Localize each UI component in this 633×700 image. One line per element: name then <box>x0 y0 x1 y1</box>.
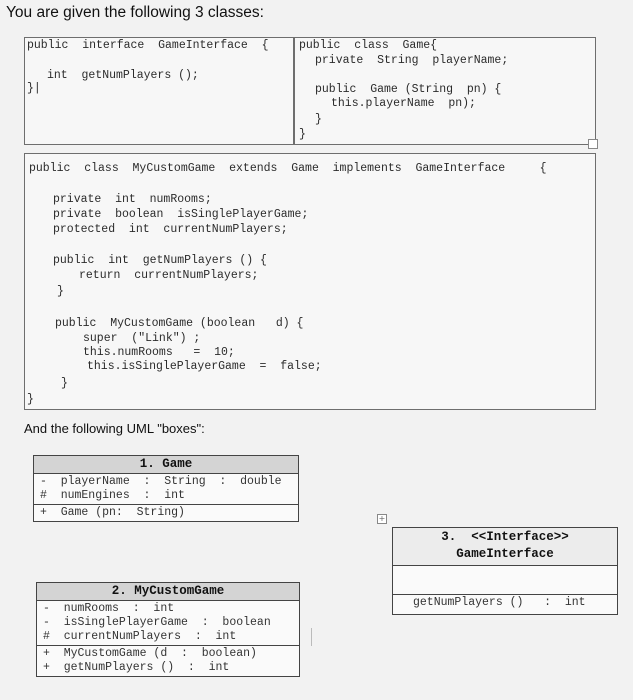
uml-method: getNumPlayers () : int <box>413 596 586 609</box>
code-line: } <box>315 113 322 126</box>
uml-attribute: - numRooms : int <box>43 602 175 615</box>
uml-method: + MyCustomGame (d : boolean) <box>43 647 257 660</box>
code-line: public Game (String pn) { <box>315 83 502 96</box>
uml-game-box <box>33 455 299 522</box>
code-line: this.isSinglePlayerGame = false; <box>87 360 322 373</box>
uml-stereotype: 3. <<Interface>> <box>441 530 569 544</box>
page-heading: You are given the following 3 classes: <box>6 4 264 21</box>
code-line: }| <box>27 82 41 95</box>
uml-attributes <box>34 474 298 505</box>
uml-attribute: - playerName : String : double <box>40 475 282 488</box>
uml-methods <box>37 646 299 676</box>
caret-line <box>311 628 312 646</box>
game-code-box <box>294 37 596 145</box>
code-line: this.playerName pn); <box>331 97 476 110</box>
uml-title: GameInterface <box>456 547 554 561</box>
uml-interface-title <box>393 528 617 566</box>
code-line: public interface GameInterface { <box>27 39 269 52</box>
code-line: int getNumPlayers (); <box>47 69 199 82</box>
resize-handle-icon[interactable] <box>588 139 598 149</box>
code-line: public class Game{ <box>299 39 438 52</box>
uml-attribute: # numEngines : int <box>40 489 185 502</box>
uml-attributes <box>37 601 299 646</box>
code-line: public MyCustomGame (boolean d) { <box>55 317 304 330</box>
uml-attribute: - isSinglePlayerGame : boolean <box>43 616 271 629</box>
code-line: super ("Link") ; <box>83 332 201 345</box>
uml-subheading: And the following UML "boxes": <box>24 421 205 436</box>
uml-method: + Game (pn: String) <box>40 506 185 519</box>
code-line: this.numRooms = 10; <box>83 346 235 359</box>
code-line: return currentNumPlayers; <box>79 269 259 282</box>
uml-title: 1. Game <box>34 456 298 474</box>
code-line: } <box>61 377 68 390</box>
uml-method: + getNumPlayers () : int <box>43 661 230 674</box>
uml-custom-game-box <box>36 582 300 677</box>
code-line: } <box>299 128 306 141</box>
code-line: public class MyCustomGame extends Game implements GameInterface { <box>29 162 547 175</box>
uml-methods <box>34 505 298 521</box>
code-line: } <box>57 285 64 298</box>
code-line: private int numRooms; <box>53 193 212 206</box>
interface-code-box <box>24 37 294 145</box>
uml-interface-box <box>392 527 618 615</box>
uml-attributes <box>393 566 617 595</box>
custom-game-code-box <box>24 153 596 410</box>
uml-attribute: # currentNumPlayers : int <box>43 630 237 643</box>
move-handle-icon[interactable]: + <box>378 514 386 523</box>
uml-methods <box>393 595 617 614</box>
uml-title: 2. MyCustomGame <box>37 583 299 601</box>
code-line: protected int currentNumPlayers; <box>53 223 288 236</box>
code-line: private boolean isSinglePlayerGame; <box>53 208 309 221</box>
code-line: private String playerName; <box>315 54 509 67</box>
code-line: public int getNumPlayers () { <box>53 254 267 267</box>
code-line: } <box>27 393 34 406</box>
